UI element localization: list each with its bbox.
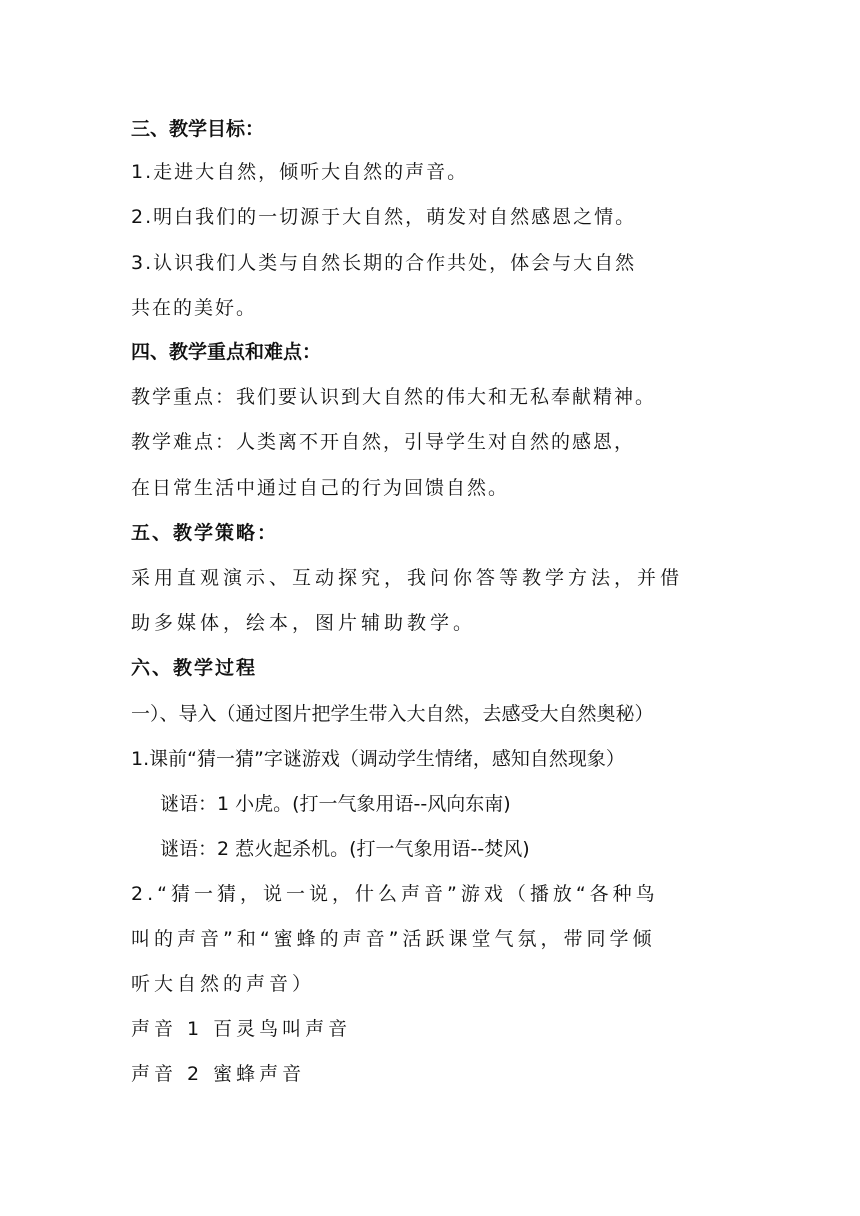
goal-item-3-continued: 共在的美好。 bbox=[131, 297, 258, 319]
strategy-line: 采用直观演示、互动探究，我问你答等教学方法，并借 bbox=[131, 567, 684, 589]
riddle-2: 谜语：2 惹火起杀机。(打一气象用语--焚风) bbox=[160, 838, 530, 860]
goal-item-1: 1.走进大自然，倾听大自然的声音。 bbox=[131, 161, 469, 183]
subheading-introduction: 一）、导入（通过图片把学生带入大自然，去感受大自然奥秘） bbox=[131, 703, 654, 725]
goal-item-2: 2.明白我们的一切源于大自然，萌发对自然感恩之情。 bbox=[131, 206, 637, 228]
activity-riddle-game: 1.课前“猜一猜”字谜游戏（调动学生情绪，感知自然现象） bbox=[131, 748, 625, 770]
riddle-1: 谜语：1 小虎。(打一气象用语--风向东南) bbox=[160, 793, 511, 815]
sound-item-2: 声音 2 蜜蜂声音 bbox=[131, 1063, 306, 1085]
section-heading-process: 六、教学过程 bbox=[131, 657, 258, 679]
key-point-line: 教学重点：我们要认识到大自然的伟大和无私奉献精神。 bbox=[131, 386, 657, 408]
difficulty-line-continued: 在日常生活中通过自己的行为回馈自然。 bbox=[131, 477, 510, 499]
strategy-line-continued: 助多媒体，绘本，图片辅助教学。 bbox=[131, 612, 477, 634]
activity-sound-game-continued: 叫的声音”和“蜜蜂的声音”活跃课堂气氛，带同学倾 bbox=[131, 928, 656, 950]
section-heading-strategy: 五、教学策略： bbox=[131, 522, 279, 544]
sound-item-1: 声音 1 百灵鸟叫声音 bbox=[131, 1018, 352, 1040]
activity-sound-game-end: 听大自然的声音） bbox=[131, 973, 316, 995]
section-heading-key-points: 四、教学重点和难点： bbox=[131, 341, 322, 363]
activity-sound-game: 2.“猜一猜，说一说，什么声音”游戏（播放“各种鸟 bbox=[131, 883, 659, 905]
section-heading-teaching-goals: 三、教学目标： bbox=[131, 118, 265, 140]
difficulty-line: 教学难点：人类离不开自然，引导学生对自然的感恩， bbox=[131, 431, 636, 453]
goal-item-3: 3.认识我们人类与自然长期的合作共处，体会与大自然 bbox=[131, 252, 637, 274]
